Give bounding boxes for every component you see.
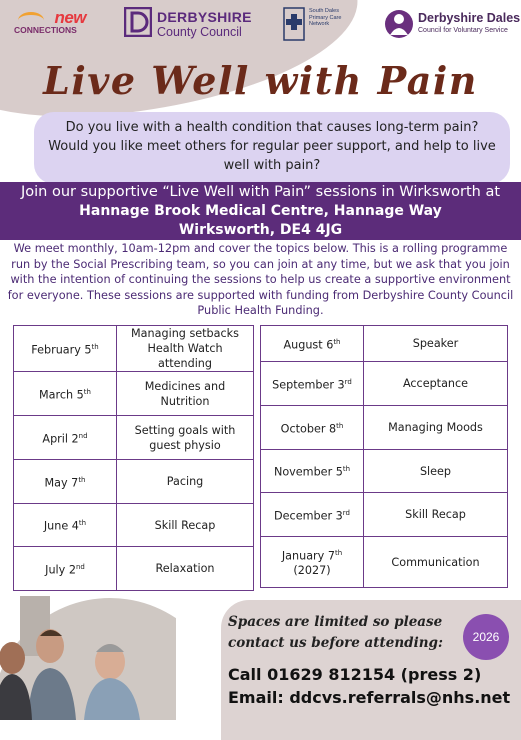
- schedule-row: [14, 326, 254, 372]
- session-date: [261, 326, 364, 362]
- derbyshire-cc-logo-line2: County Council: [157, 25, 242, 39]
- question-box: Do you live with a health condition that causes long-term pain? Would you like meet others for regular peer support, and help to live well with pain?: [34, 112, 510, 184]
- session-topic: Pacing: [117, 460, 254, 504]
- session-topic: Relaxation: [117, 547, 254, 591]
- south-dales-cross-icon: [283, 7, 305, 41]
- session-date: [261, 537, 364, 588]
- new-connections-logo: [14, 8, 86, 38]
- south-dales-pcn-logo: [283, 7, 353, 43]
- session-date-suffix: th: [91, 342, 99, 351]
- session-topic: Managing Moods: [364, 406, 508, 450]
- session-topic: Sleep: [364, 450, 508, 493]
- schedule-row: [14, 547, 254, 591]
- session-date-text: August 6: [283, 338, 334, 352]
- session-date-suffix: th: [333, 337, 341, 346]
- session-date-suffix: th: [342, 465, 351, 474]
- session-date-suffix: nd: [75, 562, 85, 571]
- session-date-text: December 3: [274, 509, 343, 523]
- derbyshire-dales-logo-line1: Derbyshire Dales: [418, 11, 521, 25]
- session-date-suffix: th: [78, 519, 87, 528]
- session-date-text: February 5: [31, 343, 92, 357]
- session-date-text: November 5: [273, 465, 343, 479]
- location-banner: [0, 182, 521, 240]
- session-date: [261, 362, 364, 406]
- schedule-row: [14, 416, 254, 460]
- session-topic: Skill Recap: [117, 504, 254, 547]
- session-date: [14, 326, 117, 372]
- session-date: [261, 406, 364, 450]
- new-connections-logo-word1: new: [54, 8, 86, 27]
- session-date-text: October 8: [280, 422, 337, 436]
- schedule-table-right: [260, 325, 508, 588]
- schedule-row: [14, 460, 254, 504]
- session-year: (2027): [293, 564, 331, 578]
- spaces-limited-text: Spaces are limited so please contact us before attending:: [228, 614, 443, 651]
- session-topic: Acceptance: [364, 362, 508, 406]
- page-title: Live Well with Pain: [43, 58, 478, 103]
- email-address-text: Email: ddcvs.referrals@nhs.net: [228, 688, 511, 707]
- session-date: [14, 547, 117, 591]
- group-photo: [0, 596, 176, 720]
- session-date-suffix: th: [334, 548, 343, 557]
- session-topic: Skill Recap: [364, 493, 508, 537]
- intro-text: We meet monthly, 10am-12pm and cover the topics below. This is a rolling programme run by the Social Prescribing team, so you can join at any time, but we ask that you join with the intention of continuing the sessions to help us create a supportive environment for everyone. These sessions are supported with funding from Derbyshire County Council Public Health Funding.: [7, 242, 514, 318]
- session-date-suffix: nd: [78, 431, 88, 440]
- session-date-suffix: rd: [342, 508, 350, 517]
- session-date: [261, 493, 364, 537]
- banner-line-3: Wirksworth, DE4 4JG: [178, 222, 343, 238]
- schedule-row: [14, 504, 254, 547]
- derbyshire-dales-logo-line2: Council for Voluntary Service: [418, 27, 508, 34]
- session-date-text: March 5: [39, 388, 84, 402]
- derbyshire-cc-logo-line1: DERBYSHIRE: [157, 9, 252, 25]
- phone-number-text: Call 01629 812154 (press 2): [228, 665, 482, 684]
- session-date: [14, 504, 117, 547]
- schedule-row: [261, 326, 508, 362]
- schedule-table-left: [13, 325, 254, 591]
- session-topic: Speaker: [364, 326, 508, 362]
- session-date-text: May 7: [44, 476, 79, 490]
- session-date: [261, 450, 364, 493]
- session-date-text: June 4: [43, 519, 79, 533]
- schedule-row: [261, 406, 508, 450]
- session-date-text: July 2: [45, 563, 76, 577]
- session-date-text: January 7: [281, 549, 335, 563]
- banner-line-2: Hannage Brook Medical Centre, Hannage Way: [79, 203, 442, 219]
- session-date-suffix: th: [83, 387, 91, 396]
- session-date: [14, 372, 117, 416]
- schedule-row: [261, 450, 508, 493]
- schedule-row: [14, 372, 254, 416]
- session-date: [14, 416, 117, 460]
- session-date-suffix: th: [78, 475, 86, 484]
- session-date-text: April 2: [42, 432, 79, 446]
- derbyshire-cc-emblem-icon: [124, 7, 152, 37]
- session-topic: Communication: [364, 537, 508, 588]
- banner-line-1: Join our supportive “Live Well with Pain” sessions in Wirksworth at: [20, 184, 501, 200]
- session-topic: Managing setbacks Health Watch attending: [117, 326, 254, 372]
- logo-bar: [0, 0, 521, 48]
- session-topic: Medicines and Nutrition: [117, 372, 254, 416]
- derbyshire-county-council-logo: [124, 7, 254, 41]
- session-date: [14, 460, 117, 504]
- session-date-suffix: rd: [344, 377, 352, 386]
- year-badge: 2026: [463, 614, 509, 660]
- schedule-row: [261, 537, 508, 588]
- session-date-text: September 3: [272, 378, 345, 392]
- group-photo-image: [0, 596, 176, 720]
- session-topic: Setting goals with guest physio: [117, 416, 254, 460]
- schedule-row: [261, 362, 508, 406]
- south-dales-logo-text: South Dales Primary Care Network: [309, 8, 342, 27]
- session-date-suffix: th: [336, 421, 344, 430]
- derbyshire-dales-cvs-logo: [384, 9, 521, 41]
- new-connections-logo-word2: CONNECTIONS: [14, 25, 77, 35]
- derbyshire-dales-emblem-icon: [384, 9, 414, 39]
- schedule-row: [261, 493, 508, 537]
